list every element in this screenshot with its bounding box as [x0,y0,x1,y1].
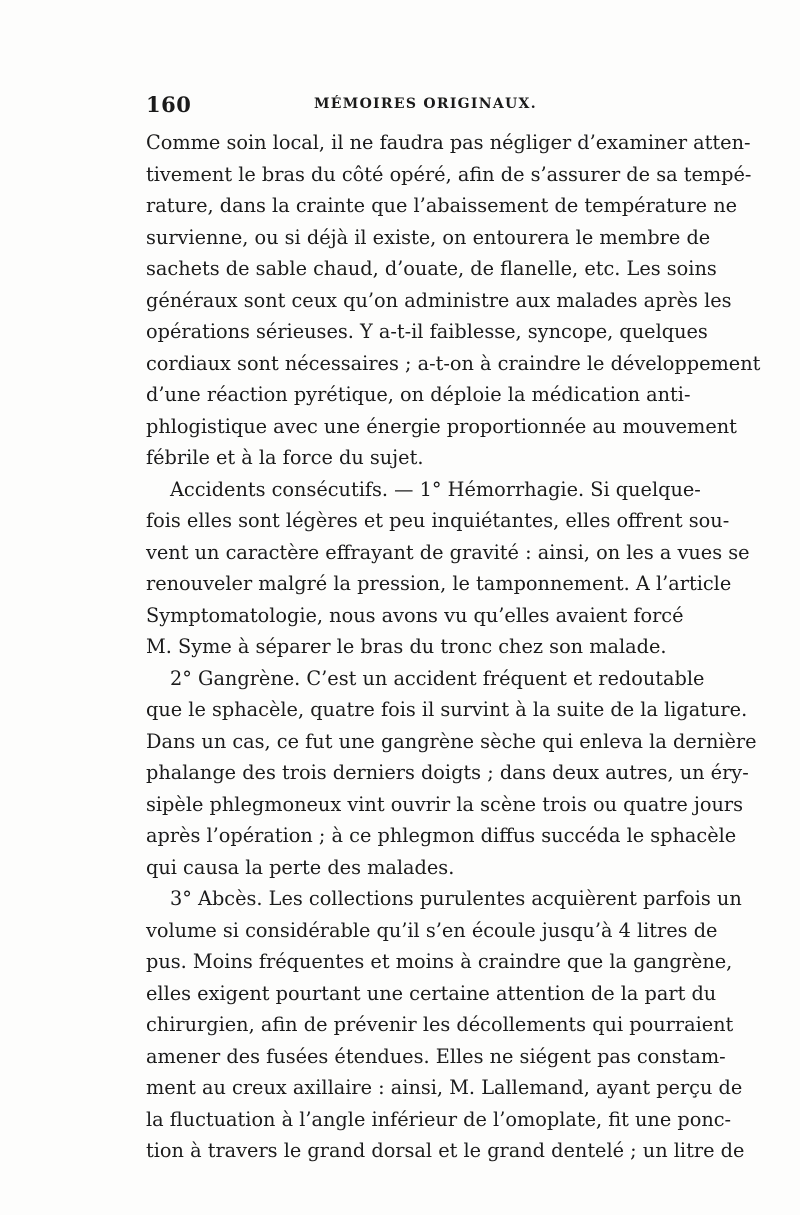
text-line: d’une réaction pyrétique, on déploie la médication anti- [146,383,691,406]
text-line: sachets de sable chaud, d’ouate, de flanelle, etc. Les soins [146,257,717,280]
text-line: sipèle phlegmoneux vint ouvrir la scène trois ou quatre jours [146,792,743,816]
text-line: après l’opération ; à ce phlegmon diffus succéda le sphacèle [146,824,737,847]
text-line: M. Syme à séparer le bras du tronc chez son malade. [146,635,667,658]
text-line: Comme soin local, il ne faudra pas négliger d’examiner atten- [146,131,751,154]
text-line: Dans un cas, ce fut une gangrène sèche qui enleva la dernière [146,729,757,753]
text-line: cordiaux sont nécessaires ; a-t-on à craindre le développement [146,351,761,375]
text-line-gangrene-heading: 2° Gangrène. C’est un accident fréquent et redoutable [170,666,705,690]
page-header [146,92,658,122]
text-line: phalange des trois derniers doigts ; dans deux autres, un éry- [146,761,749,784]
text-line: renouveler malgré la pression, le tamponnement. A l’article [146,572,732,595]
text-line: elles exigent pourtant une certaine attention de la part du [146,981,717,1005]
text-line: amener des fusées étendues. Elles ne siégent pas constam- [146,1044,726,1068]
running-head: MÉMOIRES ORIGINAUX. [314,96,537,112]
body-text [146,127,761,1167]
text-line: fébrile et à la force du sujet. [146,446,424,469]
text-line: la fluctuation à l’angle inférieur de l’omoplate, fit une ponc- [146,1107,732,1131]
text-line: fois elles sont légères et peu inquiétantes, elles offrent sou- [146,509,730,532]
text-line: pus. Moins fréquentes et moins à craindre que la gangrène, [146,950,733,973]
text-line: survienne, ou si déjà il existe, on entourera le membre de [146,225,711,249]
text-line: qui causa la perte des malades. [146,855,455,879]
text-line: vent un caractère effrayant de gravité : ainsi, on les a vues se [146,540,750,564]
text-line: phlogistique avec une énergie proportionnée au mouvement [146,414,737,438]
text-line: ment au creux axillaire : ainsi, M. Lallemand, ayant perçu de [146,1076,743,1099]
text-line-accidents-heading: Accidents consécutifs. — 1° Hémorrhagie. Si quelque- [170,477,701,501]
text-line: rature, dans la crainte que l’abaissement de température ne [146,194,738,217]
text-line: tivement le bras du côté opéré, afin de s’assurer de sa tempé- [146,162,752,186]
text-line: opérations sérieuses. Y a-t-il faiblesse, syncope, quelques [146,320,708,343]
text-line: généraux sont ceux qu’on administre aux malades après les [146,288,732,312]
text-line: Symptomatologie, nous avons vu qu’elles avaient forcé [146,603,684,627]
text-line: volume si considérable qu’il s’en écoule jusqu’à 4 litres de [146,918,718,942]
text-line-abces-heading: 3° Abcès. Les collections purulentes acquièrent parfois un [170,887,742,910]
text-line: que le sphacèle, quatre fois il survint à la suite de la ligature. [146,698,748,721]
text-line: chirurgien, afin de prévenir les décollements qui pourraient [146,1013,734,1036]
text-line: tion à travers le grand dorsal et le grand dentelé ; un litre de [146,1139,745,1162]
page-number: 160 [146,92,192,117]
